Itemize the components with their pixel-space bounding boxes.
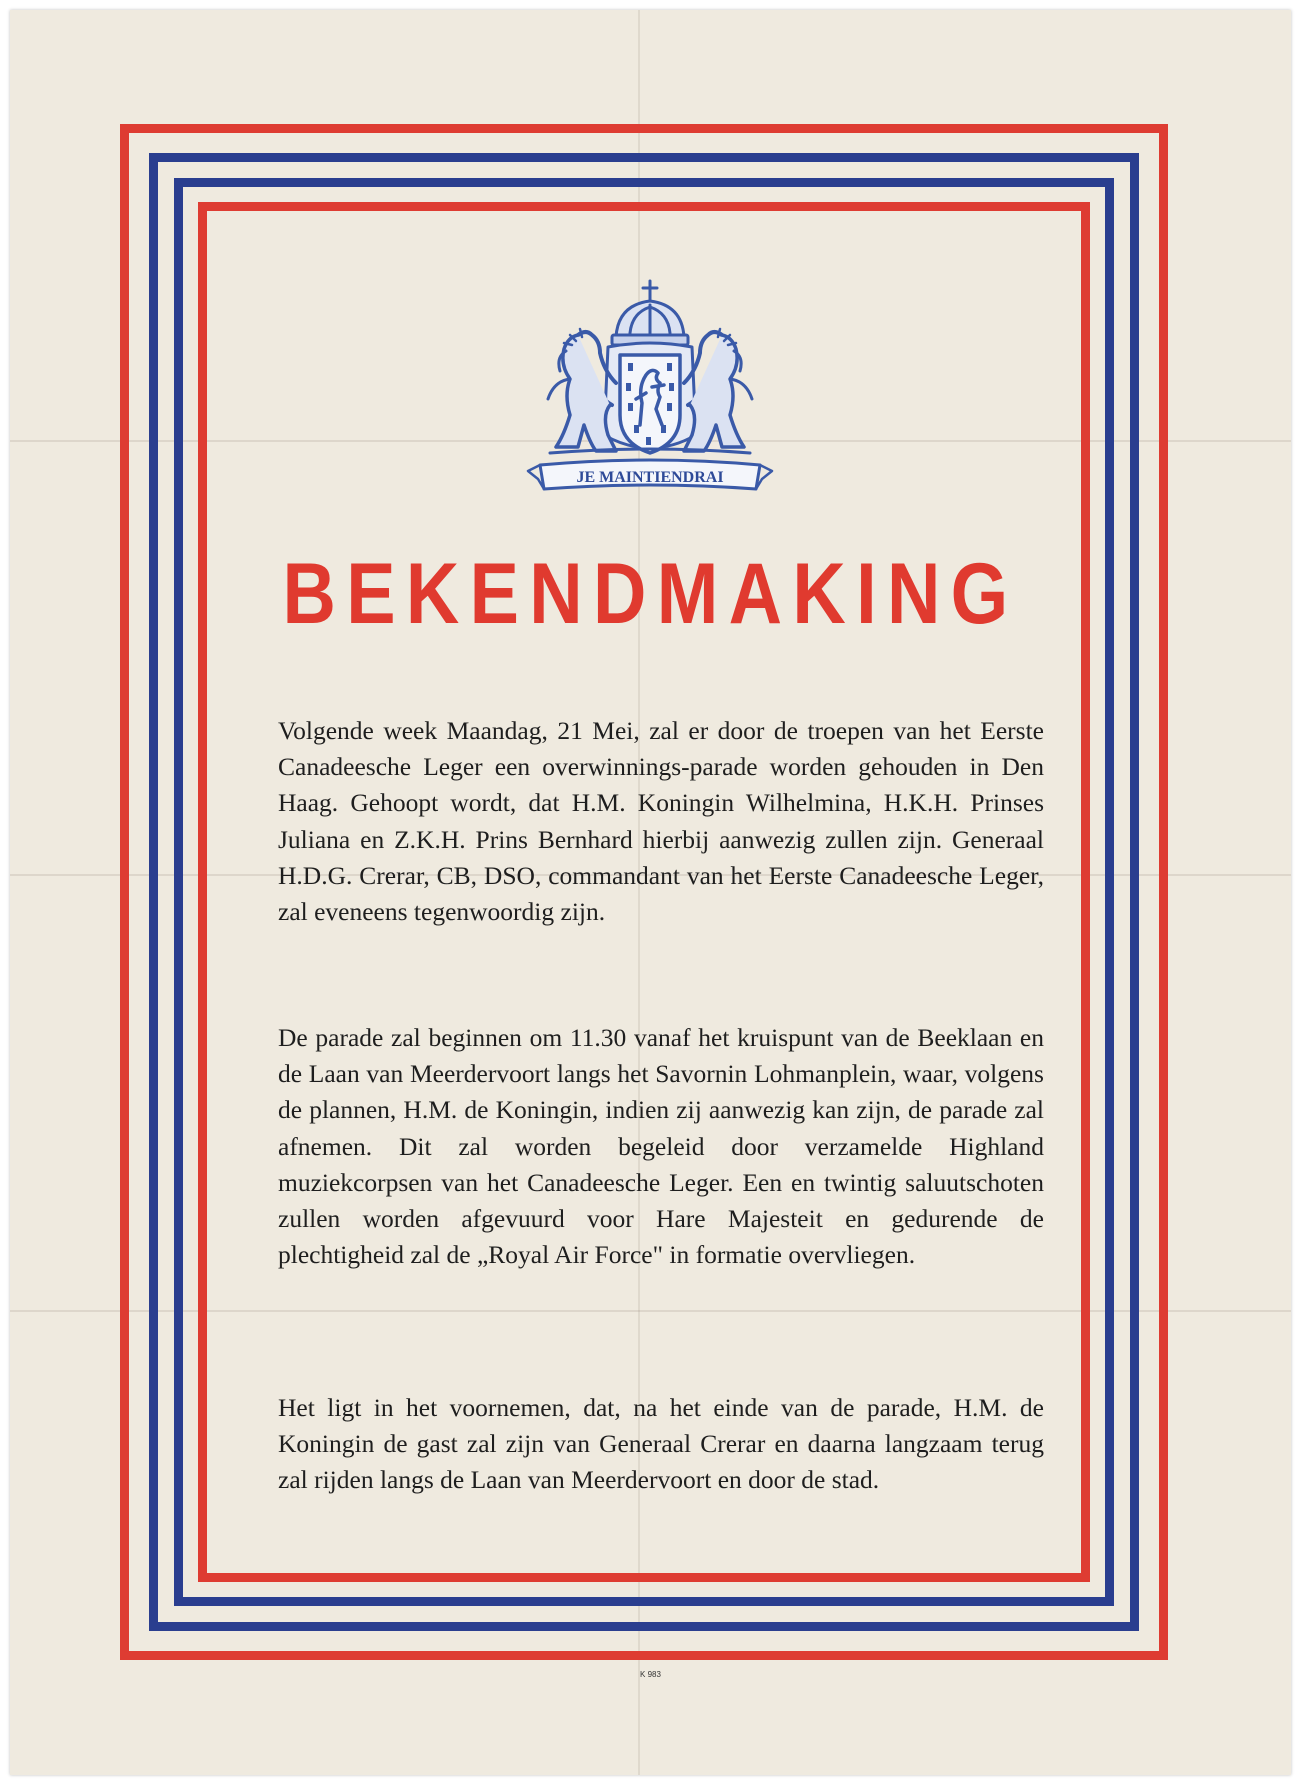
paragraph-3: Het ligt in het voornemen, dat, na het einde van de parade, H.M. de Koningin de gast zal zijn van Generaal Crerar en daarna langzaam terug zal rijden langs de Laan van Meerdervoort en door de stad. (278, 1393, 1044, 1495)
poster (10, 10, 1291, 1775)
print-code: K 983 (640, 1670, 661, 1679)
motto-text: JE MAINTIENDRAI (576, 469, 724, 486)
paragraph-1: Volgende week Maandag, 21 Mei, zal er door de troepen van het Eerste Canadeesche Leger een overwinnings-parade worden gehouden in Den Haag. Gehoopt wordt, dat H.M. Koningin Wilhelmina, H.K.H. Prinses Juliana en Z.K.H. Prins Bernhard hierbij aanwezig zullen zijn. Generaal H.D.G. Crerar, CB, DSO, commandant van het Eerste Canadeesche Leger, zal eveneens tegenwoordig zijn. (278, 716, 1044, 927)
dutch-royal-coat-of-arms-icon (520, 275, 780, 500)
poster-title: BEKENDMAKING (282, 546, 1019, 642)
paragraph-2: De parade zal beginnen om 11.30 vanaf het kruispunt van de Beeklaan en de Laan van Meerdervoort langs het Savornin Lohmanplein, waar, volgens de plannen, H.M. de Koningin, indien zij aanwezig kan zijn, de parade zal afnemen. Dit zal worden begeleid door verzamelde Highland muziekcorpsen van het Canadeesche Leger. Een en twintig saluutschoten zullen worden afgevuurd voor Hare Majesteit en gedurende de plechtigheid zal de „Royal Air Force" in formatie overvliegen. (278, 1023, 1044, 1270)
